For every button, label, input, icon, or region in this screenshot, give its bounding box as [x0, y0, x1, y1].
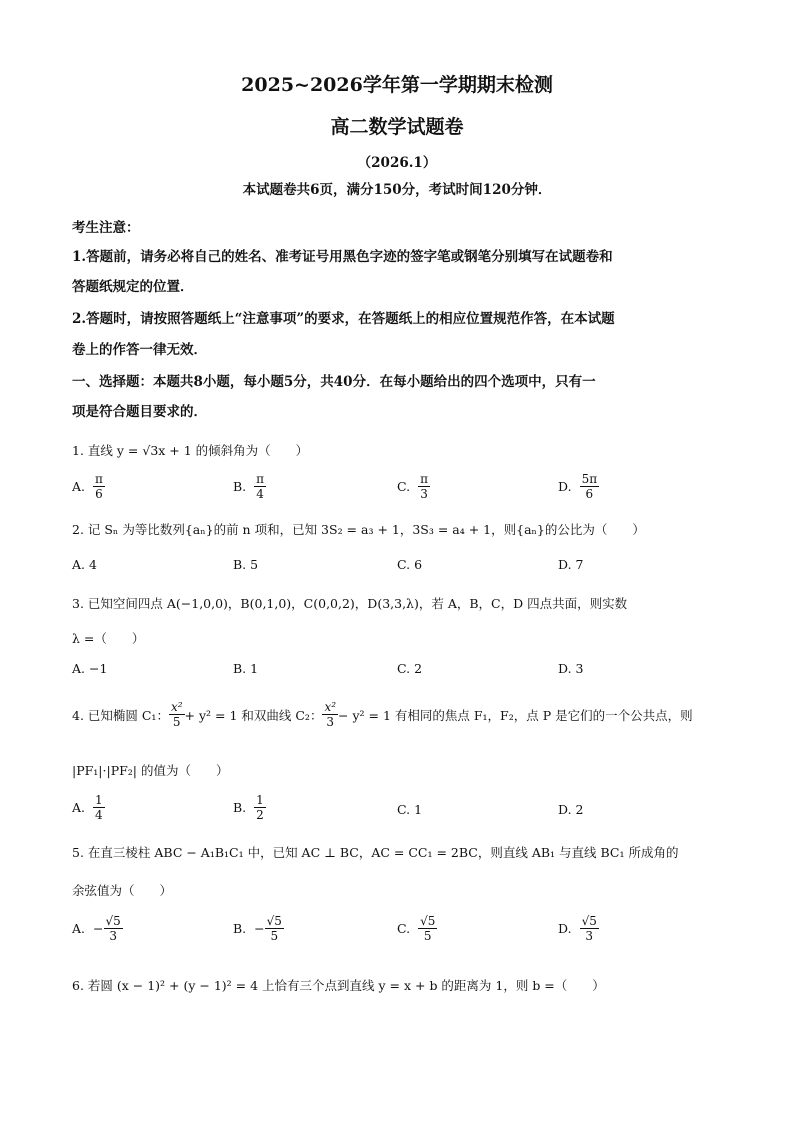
denominator: 3: [585, 929, 594, 943]
q4-stem-part-c: − y² = 1 有相同的焦点 F₁，F₂，点 P 是它们的一个公共点，则: [338, 707, 693, 723]
denominator: 5: [270, 929, 279, 943]
q5-option-b: [233, 914, 284, 943]
notice-line-4: 卷上的作答一律无效．: [72, 342, 207, 358]
numerator: π: [420, 472, 428, 486]
exam-subtitle: 高二数学试题卷: [330, 116, 464, 138]
q2-option-c: C. 6: [397, 557, 423, 572]
denominator: 3: [109, 929, 117, 943]
q1-option-d: [558, 472, 599, 501]
question-2-options: [72, 557, 732, 597]
denominator: 4: [256, 487, 264, 501]
question-1-options: [72, 472, 732, 512]
fraction: [93, 472, 105, 501]
question-4-stem-line-1: [72, 700, 693, 729]
sign: −: [254, 921, 265, 936]
q3-option-c: C. 2: [397, 661, 423, 676]
fraction: [93, 793, 105, 822]
q3-option-d: D. 3: [558, 661, 584, 676]
question-5-options: [72, 914, 732, 954]
option-label: B.: [233, 479, 247, 494]
q5-option-a: [72, 914, 123, 943]
q1-option-a: [72, 472, 105, 501]
option-label: A.: [72, 800, 86, 815]
option-label: C.: [397, 479, 411, 494]
denominator: 4: [95, 808, 103, 822]
option-label: D.: [558, 479, 572, 494]
denominator: 6: [95, 487, 103, 501]
denominator: 6: [585, 487, 594, 501]
q2-option-a: A. 4: [72, 557, 97, 572]
exam-title: 2025~2026学年第一学期期末检测: [241, 74, 553, 96]
q2-option-b: B. 5: [233, 557, 259, 572]
exam-date: （2026.1）: [357, 155, 437, 171]
numerator: 1: [256, 793, 264, 807]
option-label: C.: [397, 921, 411, 936]
fraction: [580, 472, 600, 501]
denominator: 5: [423, 929, 432, 943]
exam-summary: 本试题卷共6页，满分150分，考试时间120分钟．: [242, 182, 552, 198]
question-4-stem-line-2: |PF₁|·|PF₂| 的值为（ ）: [72, 763, 229, 778]
numerator: π: [95, 472, 103, 486]
option-label: B.: [233, 800, 247, 815]
q5-option-c: [397, 914, 437, 943]
q1-option-b: [233, 472, 266, 501]
option-label: A.: [72, 479, 86, 494]
q3-option-b: B. 1: [233, 661, 259, 676]
fraction: [418, 472, 430, 501]
q4-stem-part-a: 4. 已知椭圆 C₁：: [72, 707, 169, 723]
fraction: [254, 793, 266, 822]
fraction: [580, 914, 599, 943]
q4-fraction-2: [322, 700, 338, 729]
numerator: π: [256, 472, 265, 486]
question-3-options: [72, 661, 732, 701]
fraction: [418, 914, 437, 943]
numerator: √5: [105, 914, 121, 928]
numerator: 1: [95, 793, 103, 807]
q4-fraction-1: [169, 700, 185, 729]
question-1-stem: 1. 直线 y = √3x + 1 的倾斜角为（ ）: [72, 443, 309, 458]
notice-line-3: 2.答题时，请按照答题纸上“注意事项”的要求，在答题纸上的相应位置规范作答，在本试题: [72, 311, 615, 327]
denominator: 3: [326, 715, 335, 729]
question-3-stem-line-1: 3. 已知空间四点 A(−1,0,0)，B(0,1,0)，C(0,0,2)，D(3,3,λ)，若 A，B，C，D 四点共面，则实数: [72, 596, 628, 611]
q2-option-d: D. 7: [558, 557, 584, 572]
denominator: 5: [172, 715, 181, 729]
question-6-stem: 6. 若圆 (x − 1)² + (y − 1)² = 4 上恰有三个点到直线 y = x + b 的距离为 1，则 b =（ ）: [72, 978, 605, 993]
question-3-stem-line-2: λ =（ ）: [72, 631, 145, 646]
denominator: 3: [420, 487, 428, 501]
notice-line-2: 答题纸规定的位置．: [72, 279, 194, 295]
q4-option-c: C. 1: [397, 802, 423, 817]
numerator: x²: [170, 700, 183, 714]
fraction: [104, 914, 123, 943]
q5-option-d: [558, 914, 599, 943]
q4-option-a: [72, 793, 105, 822]
fraction: [254, 472, 266, 501]
option-label: A.: [72, 921, 86, 936]
numerator: x²: [324, 700, 337, 714]
q4-stem-part-b: + y² = 1 和双曲线 C₂：: [184, 707, 323, 723]
question-5-stem-line-2: 余弦值为（ ）: [72, 883, 173, 898]
section-heading-line-2: 项是符合题目要求的．: [72, 404, 207, 420]
numerator: 5π: [581, 472, 598, 486]
denominator: 2: [256, 808, 264, 822]
fraction: [265, 914, 284, 943]
question-4-options: [72, 793, 732, 833]
notice-line-1: 1.答题前，请务必将自己的姓名、准考证号用黑色字迹的签字笔或钢笔分别填写在试题卷和: [72, 249, 613, 265]
option-label: D.: [558, 921, 572, 936]
notice-heading: 考生注意：: [72, 220, 140, 236]
question-5-stem-line-1: 5. 在直三棱柱 ABC − A₁B₁C₁ 中，已知 AC ⊥ BC，AC = CC₁ = 2BC，则直线 AB₁ 与直线 BC₁ 所成角的: [72, 845, 679, 860]
question-2-stem: 2. 记 Sₙ 为等比数列{aₙ}的前 n 项和，已知 3S₂ = a₃ + 1，3S₃ = a₄ + 1，则{aₙ}的公比为（ ）: [72, 522, 645, 537]
numerator: √5: [420, 914, 436, 928]
q4-option-d: D. 2: [558, 802, 584, 817]
option-label: B.: [233, 921, 247, 936]
q3-option-a: A. −1: [72, 661, 108, 676]
q4-option-b: [233, 793, 266, 822]
numerator: √5: [581, 914, 597, 928]
numerator: √5: [266, 914, 282, 928]
section-heading-line-1: 一、选择题：本题共8小题，每小题5分，共40分．在每小题给出的四个选项中，只有一: [72, 374, 596, 390]
q1-option-c: [397, 472, 430, 501]
sign: −: [93, 921, 104, 936]
